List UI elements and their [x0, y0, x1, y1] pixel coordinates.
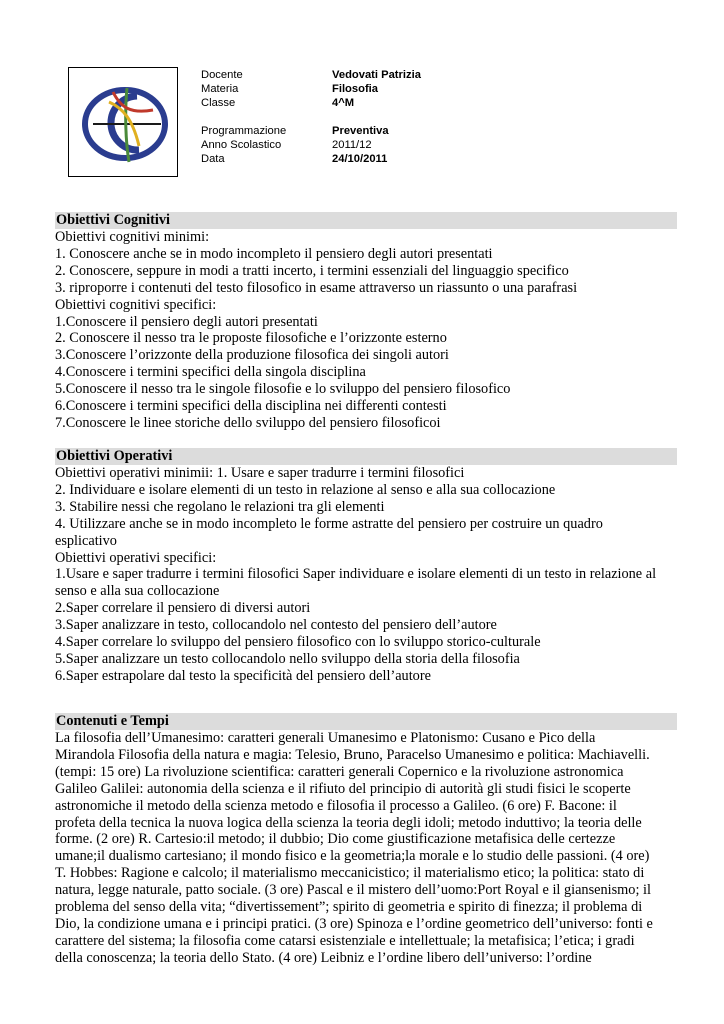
text-line: Obiettivi operativi specifici:	[55, 549, 217, 566]
meta-value: 4^M	[332, 97, 355, 109]
meta-label: Classe	[201, 97, 236, 109]
meta-label: Docente	[201, 69, 243, 81]
text-line: astronomiche il metodo della scienza metodo e filosofia il processo a Galileo. (6 ore) F. Bacone: il	[55, 797, 617, 814]
text-line: natura, legge naturale, patto sociale. (3 ore) Pascal e il mistero dell’uomo:Port Royal e il giansenismo; il	[55, 882, 651, 899]
text-line: problema del senso della vita; “divertissement”; spirito di geometria e spirito di finezza; il problema di	[55, 899, 643, 916]
text-line: Dio, la condizione umana e i principi pratici. (3 ore) Spinoza e l’ordine geometrico dell’universo: fonti e	[55, 915, 653, 932]
text-line: Mirandola Filosofia della natura e magia: Telesio, Bruno, Paracelso Umanesimo e politica: Machiavelli.	[55, 746, 650, 763]
text-line: Galileo Galilei: autonomia della scienza e il rifiuto del principio di autorità gli studi fisici le scoperte	[55, 780, 631, 797]
section-obiettivi-cognitivi	[55, 212, 677, 432]
text-line: T. Hobbes: Ragione e calcolo; il materialismo meccanicistico; il materialismo etico; la politica: stato di	[55, 865, 645, 882]
section-heading: Obiettivi Cognitivi	[55, 212, 677, 229]
text-line: della conoscenza; la teoria dello Stato. (4 ore) Leibniz e l’ordine libero dell’universo: l’ordine	[55, 949, 592, 966]
text-line: 6.Saper estrapolare dal testo la specificità del pensiero dell’autore	[55, 667, 431, 684]
meta-value: 24/10/2011	[332, 153, 388, 165]
text-line: 2.Saper correlare il pensiero di diversi autori	[55, 600, 311, 617]
text-line: forme. (2 ore) R. Cartesio:il metodo; il dubbio; Dio come giustificazione metafisica delle certezze	[55, 831, 616, 848]
meta-value: Filosofia	[332, 83, 378, 95]
text-line: 2. Conoscere, seppure in modi a tratti incerto, i termini essenziali del linguaggio specifico	[55, 262, 569, 279]
text-line: 5.Conoscere il nesso tra le singole filosofie e lo sviluppo del pensiero filosofico	[55, 381, 511, 398]
text-line: 1.Usare e saper tradurre i termini filosofici Saper individuare e isolare elementi di un testo in relazione al	[55, 566, 657, 583]
meta-value: Vedovati Patrizia	[332, 69, 421, 81]
meta-label: Programmazione	[201, 125, 287, 137]
text-line: 2. Individuare e isolare elementi di un testo in relazione al senso e alla sua collocazione	[55, 481, 556, 498]
header-metadata	[201, 68, 421, 166]
text-line: (tempi: 15 ore) La rivoluzione scientifica: caratteri generali Copernico e la rivoluzione astronomica	[55, 763, 624, 780]
section-body	[55, 229, 677, 432]
meta-row-data	[201, 152, 421, 166]
meta-label: Anno Scolastico	[201, 139, 282, 151]
text-line: 5.Saper analizzare un testo collocandolo nello sviluppo della storia della filosofia	[55, 650, 520, 667]
text-line: 4.Conoscere i termini specifici della singola disciplina	[55, 364, 366, 381]
text-line: 2. Conoscere il nesso tra le proposte filosofiche e l’orizzonte esterno	[55, 330, 447, 347]
text-line: carattere del sistema; la filosofia come catarsi esistenziale e intellettuale; la metafisica; l’etica; i gradi	[55, 932, 635, 949]
text-line: 7.Conoscere le linee storiche dello sviluppo del pensiero filosoficoi	[55, 414, 441, 431]
text-line: 3.Saper analizzare in testo, collocandolo nel contesto del pensiero dell’autore	[55, 617, 497, 634]
text-line: La filosofia dell’Umanesimo: caratteri generali Umanesimo e Platonismo: Cusano e Pico della	[55, 730, 596, 746]
school-logo-graphic	[69, 68, 177, 176]
section-heading: Contenuti e Tempi	[55, 713, 677, 730]
school-logo	[68, 67, 178, 177]
section-contenuti-tempi	[55, 713, 677, 967]
text-line: 6.Conoscere i termini specifici della disciplina nei differenti contesti	[55, 398, 447, 415]
meta-label: Data	[201, 153, 225, 165]
text-line: profeta della tecnica la nuova logica della scienza la teoria degli idoli; metodo induttivo; la teoria delle	[55, 814, 642, 831]
meta-value: 2011/12	[332, 139, 372, 151]
meta-row-materia	[201, 82, 421, 96]
meta-row-programmazione	[201, 124, 421, 138]
meta-value: Preventiva	[332, 125, 389, 137]
text-line: umane;il dualismo cartesiano; il mondo fisico e la geometria;la morale e lo studio delle passioni. (4 ore)	[55, 848, 650, 865]
section-body	[55, 730, 677, 967]
text-line: 3. riproporre i contenuti del testo filosofico in esame attraverso un riassunto o una parafrasi	[55, 279, 578, 296]
text-line: 1. Conoscere anche se in modo incompleto il pensiero degli autori presentati	[55, 245, 493, 262]
text-line: Obiettivi operativi minimii: 1. Usare e saper tradurre i termini filosofici	[55, 465, 465, 481]
meta-label: Materia	[201, 83, 239, 95]
text-line: 1.Conoscere il pensiero degli autori presentati	[55, 313, 318, 330]
text-line: 4. Utilizzare anche se in modo incompleto le forme astratte del pensiero per costruire un quadro	[55, 515, 603, 532]
text-line: 3.Conoscere l’orizzonte della produzione filosofica dei singoli autori	[55, 347, 449, 364]
text-line: 4.Saper correlare lo sviluppo del pensiero filosofico con lo sviluppo storico-culturale	[55, 634, 541, 651]
section-obiettivi-operativi	[55, 448, 677, 685]
meta-row-anno	[201, 138, 421, 152]
text-line: Obiettivi cognitivi specifici:	[55, 296, 217, 313]
meta-row-docente	[201, 68, 421, 82]
section-heading: Obiettivi Operativi	[55, 448, 677, 465]
text-line: Obiettivi cognitivi minimi:	[55, 229, 210, 245]
meta-row-classe	[201, 96, 421, 110]
text-line: 3. Stabilire nessi che regolano le relazioni tra gli elementi	[55, 498, 385, 515]
text-line: esplicativo	[55, 532, 117, 549]
section-body	[55, 465, 677, 685]
text-line: senso e alla sua collocazione	[55, 583, 220, 600]
